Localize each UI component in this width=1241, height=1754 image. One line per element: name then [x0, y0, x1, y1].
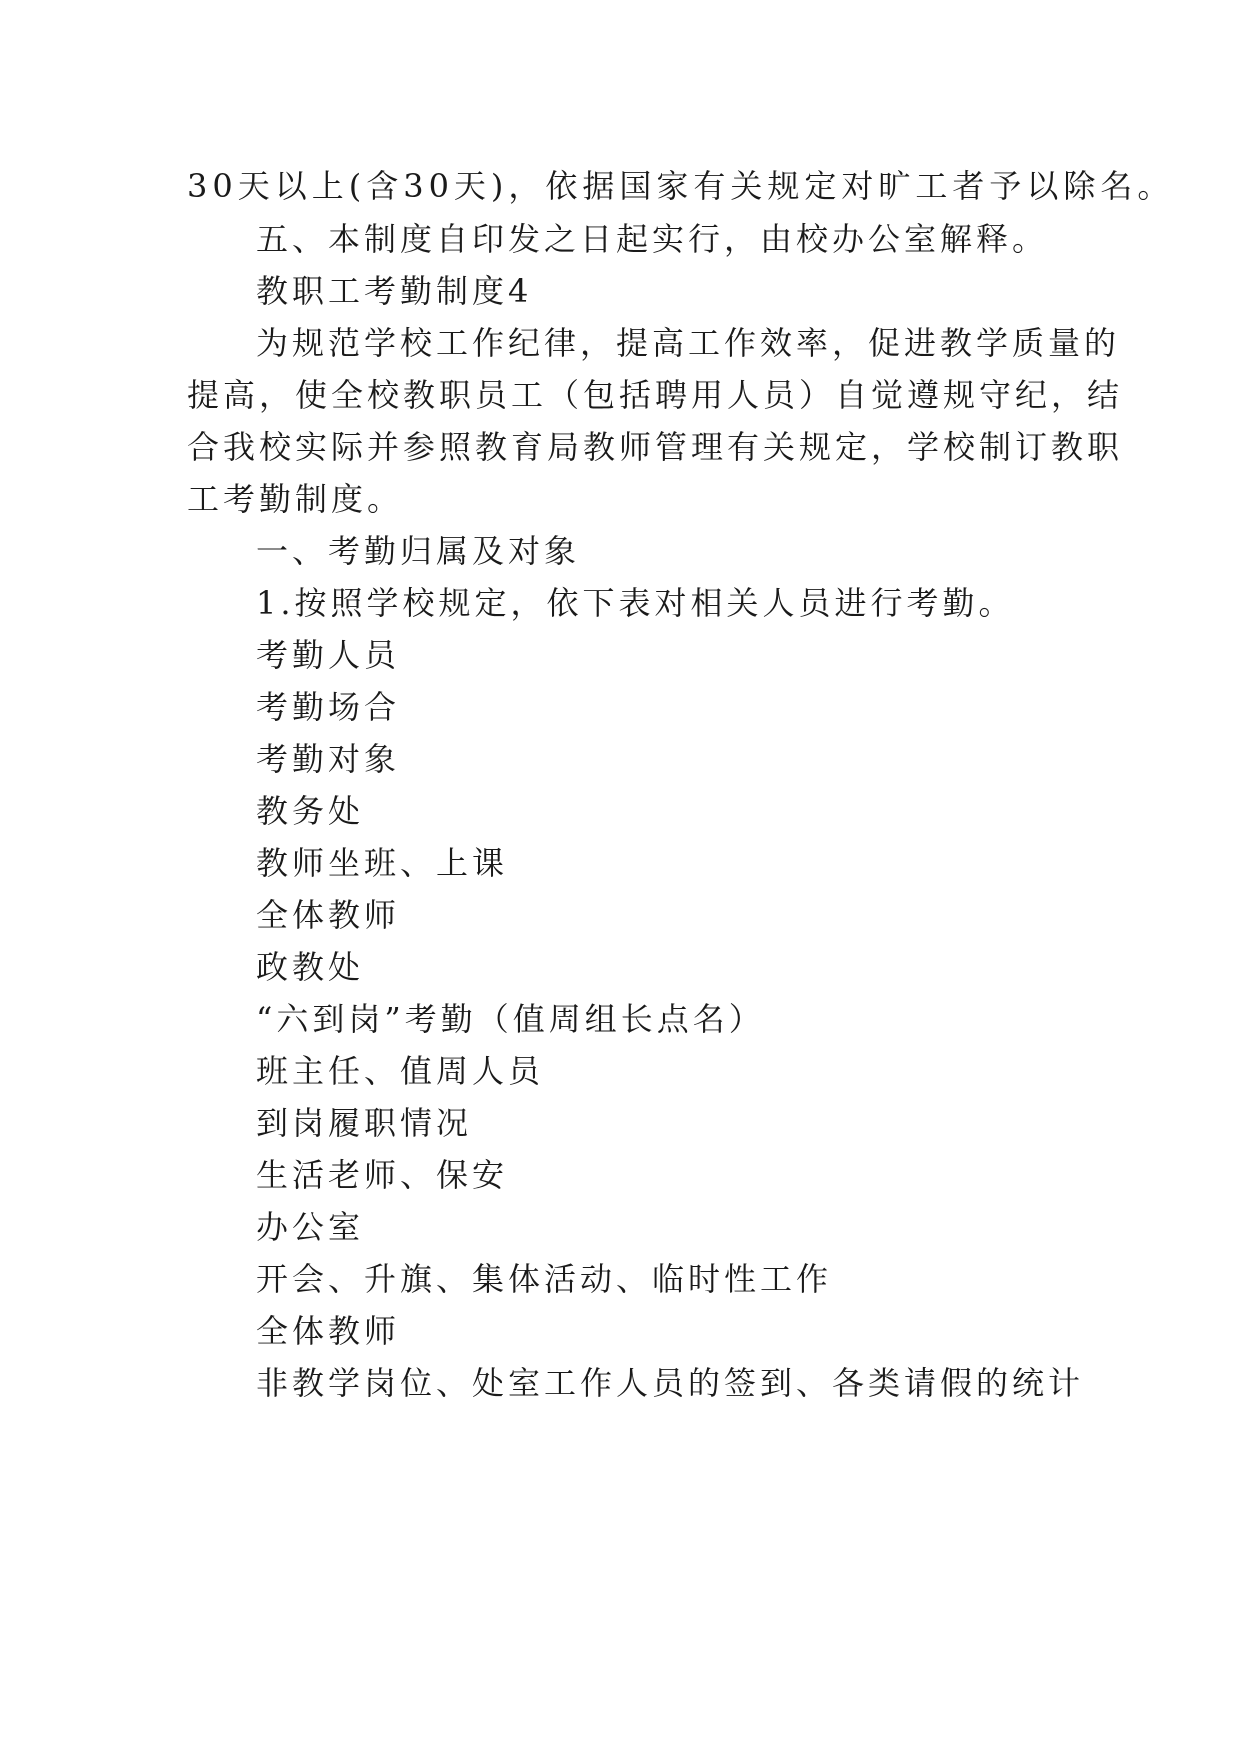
table-cell-text: 到岗履职情况 [256, 1104, 473, 1142]
table-cell-text: “六到岗”考勤（值周组长点名） [256, 1000, 765, 1038]
paragraph-line: 合我校实际并参照教育局教师管理有关规定，学校制订教职 [187, 428, 1124, 466]
heading-line: 一、考勤归属及对象 [256, 532, 581, 570]
paragraph-line: 1.按照学校规定，依下表对相关人员进行考勤。 [256, 584, 1015, 622]
table-cell-text: 考勤场合 [256, 688, 401, 726]
paragraph-line: 五、本制度自印发之日起实行，由校办公室解释。 [256, 220, 1049, 258]
paragraph-line: 提高，使全校教职员工（包括聘用人员）自觉遵规守纪，结 [187, 376, 1124, 414]
paragraph-line: 工考勤制度。 [187, 480, 404, 518]
table-cell-text: 全体教师 [256, 1312, 401, 1350]
paragraph-line: 30天以上(含30天)，依据国家有关规定对旷工者予以除名。 [187, 167, 1175, 205]
table-cell-text: 生活老师、保安 [256, 1156, 509, 1194]
paragraph-line: 为规范学校工作纪律，提高工作效率，促进教学质量的 [256, 324, 1121, 362]
table-cell-text: 政教处 [256, 948, 365, 986]
table-cell-text: 班主任、值周人员 [256, 1052, 545, 1090]
table-cell-text: 教师坐班、上课 [256, 844, 509, 882]
table-cell-text: 全体教师 [256, 896, 401, 934]
table-cell-text: 考勤人员 [256, 636, 401, 674]
table-cell-text: 非教学岗位、处室工作人员的签到、各类请假的统计 [256, 1364, 1085, 1402]
section-title: 教职工考勤制度4 [256, 272, 533, 310]
table-cell-text: 开会、升旗、集体活动、临时性工作 [256, 1260, 833, 1298]
table-cell-text: 考勤对象 [256, 740, 401, 778]
table-cell-text: 教务处 [256, 792, 365, 830]
table-cell-text: 办公室 [256, 1208, 365, 1246]
